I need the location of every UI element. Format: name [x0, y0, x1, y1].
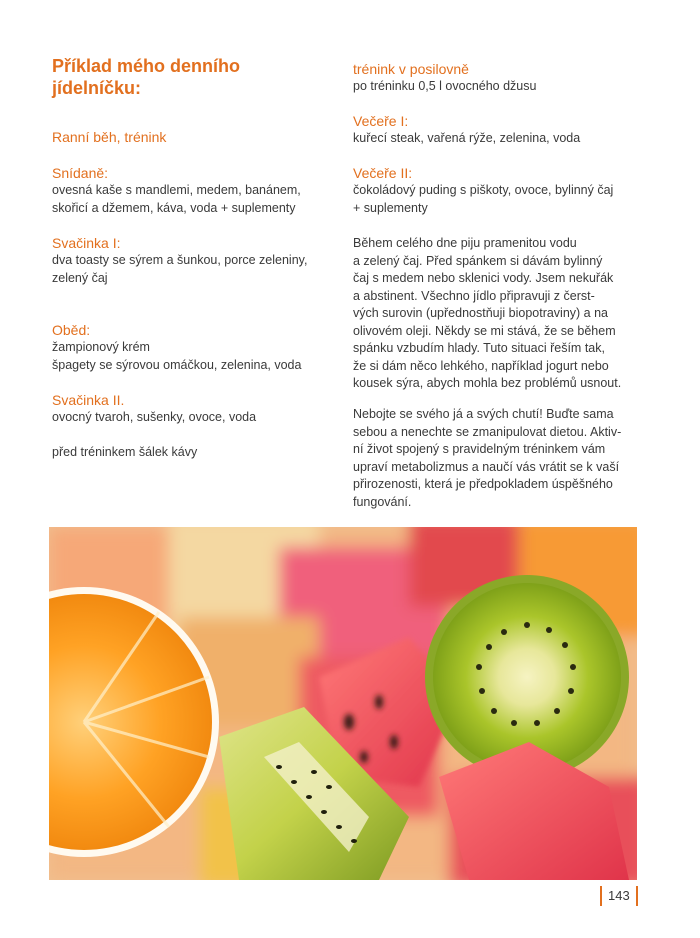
dinner2-text [353, 182, 613, 217]
paragraph-line: a abstinent. Všechno jídlo připravuji z čerst- [353, 288, 595, 303]
page-number: 143 [600, 886, 638, 906]
dinner1-line: kuřecí steak, vařená rýže, zelenina, voda [353, 131, 581, 145]
paragraph-line: fungování. [353, 494, 412, 509]
paragraph-line: spánku vzbudím hlady. Tuto situaci řeším tak, [353, 341, 605, 355]
fruit-salad-photo [49, 527, 637, 880]
breakfast-line: ovesná kaše s mandlemi, medem, banánem, [52, 183, 301, 197]
paragraph-line: kousek sýra, abych mohla bez problémů usnout. [353, 376, 622, 390]
snack2-heading: Svačinka II. [52, 392, 125, 408]
breakfast-line: skořicí a džemem, káva, voda + suplementy [52, 200, 296, 215]
before-training-note [52, 444, 197, 462]
breakfast-heading: Snídaně: [52, 165, 109, 181]
paragraph-line: Nebojte se svého já a svých chutí! Buďte sama [353, 407, 614, 421]
lunch-line: špagety se sýrovou omáčkou, zelenina, voda [52, 357, 302, 372]
dinner2-heading: Večeře II: [353, 165, 413, 181]
snack1-text [52, 252, 307, 287]
paragraph-line: vých surovin (upřednostňuji biopotraviny) a na [353, 306, 608, 320]
lunch-line: žampionový krém [52, 340, 150, 354]
paragraph-motivation [353, 406, 621, 511]
paragraph-line: upraví metabolizmus a naučí vás vrátit se k vaší [353, 459, 620, 474]
paragraph-line: přirozenosti, která je předpokladem úspěšného [353, 477, 613, 491]
snack2-text [52, 409, 256, 427]
snack1-heading: Svačinka I: [52, 235, 121, 251]
dinner2-line: čokoládový puding s piškoty, ovoce, bylinný čaj [353, 183, 614, 197]
dinner1-text [353, 130, 580, 148]
gym-text [353, 78, 536, 96]
fruit-illustration [49, 527, 637, 880]
snack2-line: ovocný tvaroh, sušenky, ovoce, voda [52, 410, 257, 424]
paragraph-line: ní život spojený s pravidelným tréninkem vám [353, 442, 606, 456]
paragraph-line: a zelený čaj. Před spánkem si dávám bylinný [353, 253, 603, 268]
page-title [52, 55, 332, 99]
lunch-text [52, 339, 301, 374]
breakfast-text [52, 182, 301, 217]
paragraph-hydration [353, 235, 621, 393]
snack1-line: zelený čaj [52, 270, 108, 285]
before-training-line: před tréninkem šálek kávy [52, 445, 198, 459]
snack1-line: dva toasty se sýrem a šunkou, porce zeleniny, [52, 253, 308, 267]
paragraph-line: olivovém oleji. Někdy se mi stává, že se během [353, 323, 616, 338]
paragraph-line: sebou a nenechte se zmanipulovat dietou. Aktiv- [353, 424, 622, 439]
gym-heading: trénink v posilovně [353, 61, 469, 77]
lunch-heading: Oběd: [52, 322, 91, 338]
title-line-2: jídelníčku: [52, 78, 142, 98]
run-heading: Ranní běh, trénink [52, 129, 167, 145]
gym-line: po tréninku 0,5 l ovocného džusu [353, 79, 537, 93]
paragraph-line: že si dám něco lehkého, například jogurt nebo [353, 358, 609, 373]
dinner1-heading: Večeře I: [353, 113, 409, 129]
paragraph-line: Během celého dne piju pramenitou vodu [353, 236, 577, 250]
paragraph-line: čaj s medem nebo sklenici vody. Jsem nekuřák [353, 271, 614, 285]
title-line-1: Příklad mého denního [52, 56, 241, 76]
dinner2-line: + suplementy [353, 200, 428, 215]
